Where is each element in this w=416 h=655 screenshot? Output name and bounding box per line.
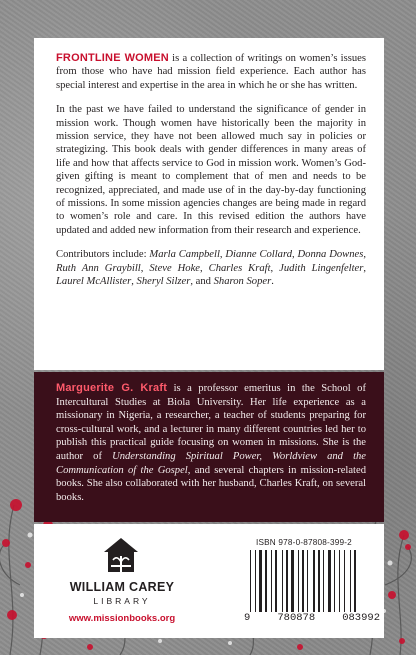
contributor-name: Ruth Ann Graybill [56, 262, 141, 274]
publisher-name: WILLIAM CAREY [69, 580, 175, 594]
barcode-digits [244, 612, 380, 624]
contributors-paragraph: Contributors include: Marla Campbell, Dianne Collard, Donna Downes, Ruth Ann Graybill, Steve Hoke, Charles Kraft, Judith Lingenfelter, Laurel McAllister, Sheryl Silzer, and Sharon Soper. [56, 249, 367, 288]
contributor-name: Sheryl Silzer [136, 276, 191, 288]
book-title: FRONTLINE WOMEN [56, 52, 169, 64]
contributors-lead: Contributors include: [56, 249, 150, 261]
intro-paragraph [56, 52, 366, 92]
contributor-name: Sharon Soper [213, 276, 272, 288]
contributors-end: . [271, 276, 274, 288]
contributor-name: Laurel McAllister [56, 276, 132, 288]
contributor-name: Dianne Collard [225, 249, 293, 261]
contributor-name: Donna Downes [297, 249, 364, 261]
book-reference: Understanding Spiritual Power, Worldview and the Communication of the Gospel [56, 450, 367, 476]
contributor-name: Judith Lingenfelter [279, 262, 364, 274]
bio-text-end: , and several chapters in mission-related books. She also collaborated with her husband, Charles Kraft, on several books. [56, 464, 366, 503]
publisher-sub: LIBRARY [93, 596, 151, 606]
barcode-digit-group: 083992 [342, 612, 380, 624]
isbn-label: ISBN 978-0-87808-399-2 [256, 538, 352, 547]
author-name: Marguerite G. Kraft [56, 382, 168, 394]
contributor-name: Steve Hoke [149, 262, 201, 274]
bio-text: is a professor emeritus in the School of Intercultural Studies at Biola University. Her life experience as a missionary in Nigeria, a researcher, a teacher of students preparing for cross-cultural work, and a lecturer in many different countries led her to publish this practical guide focusing on women in missions. She is the author of [56, 383, 366, 462]
intro-text: is a collection of writings on women’s issues from those who have had mission field experience. Each author has special interest and expertise in the area in which he or she has written. [56, 53, 366, 91]
author-bio-panel [34, 372, 384, 522]
barcode-digit-group: 780878 [277, 612, 316, 624]
william-carey-library-logo-icon [100, 534, 142, 576]
publisher-website-link[interactable]: www.missionbooks.org [68, 613, 176, 624]
contributor-name: Marla Campbell [149, 249, 220, 261]
body-paragraph: In the past we have failed to understand the significance of gender in mission work. Though women have historically been the majority in mission service, they have not been allowed much say in policies or strategizing. This book deals with gender differences in many areas of life and how that affects service to God in mission work. Women’s God-given gifting is meant to complement that of men and needs to be recognized, appreciated, and made use of in the day-by-day functioning of missions. In some mission agencies changes are being made in regard to women’s role and care. In this revised edition the authors have updated and added new information from their research and experience. [56, 104, 366, 236]
contributors-and: , and [190, 276, 214, 288]
book-description-panel [34, 38, 384, 370]
barcode-digit-group: 9 [244, 612, 251, 624]
contributor-name: Charles Kraft [208, 262, 271, 274]
publisher-barcode-panel [34, 524, 384, 638]
barcode-icon [248, 550, 376, 612]
